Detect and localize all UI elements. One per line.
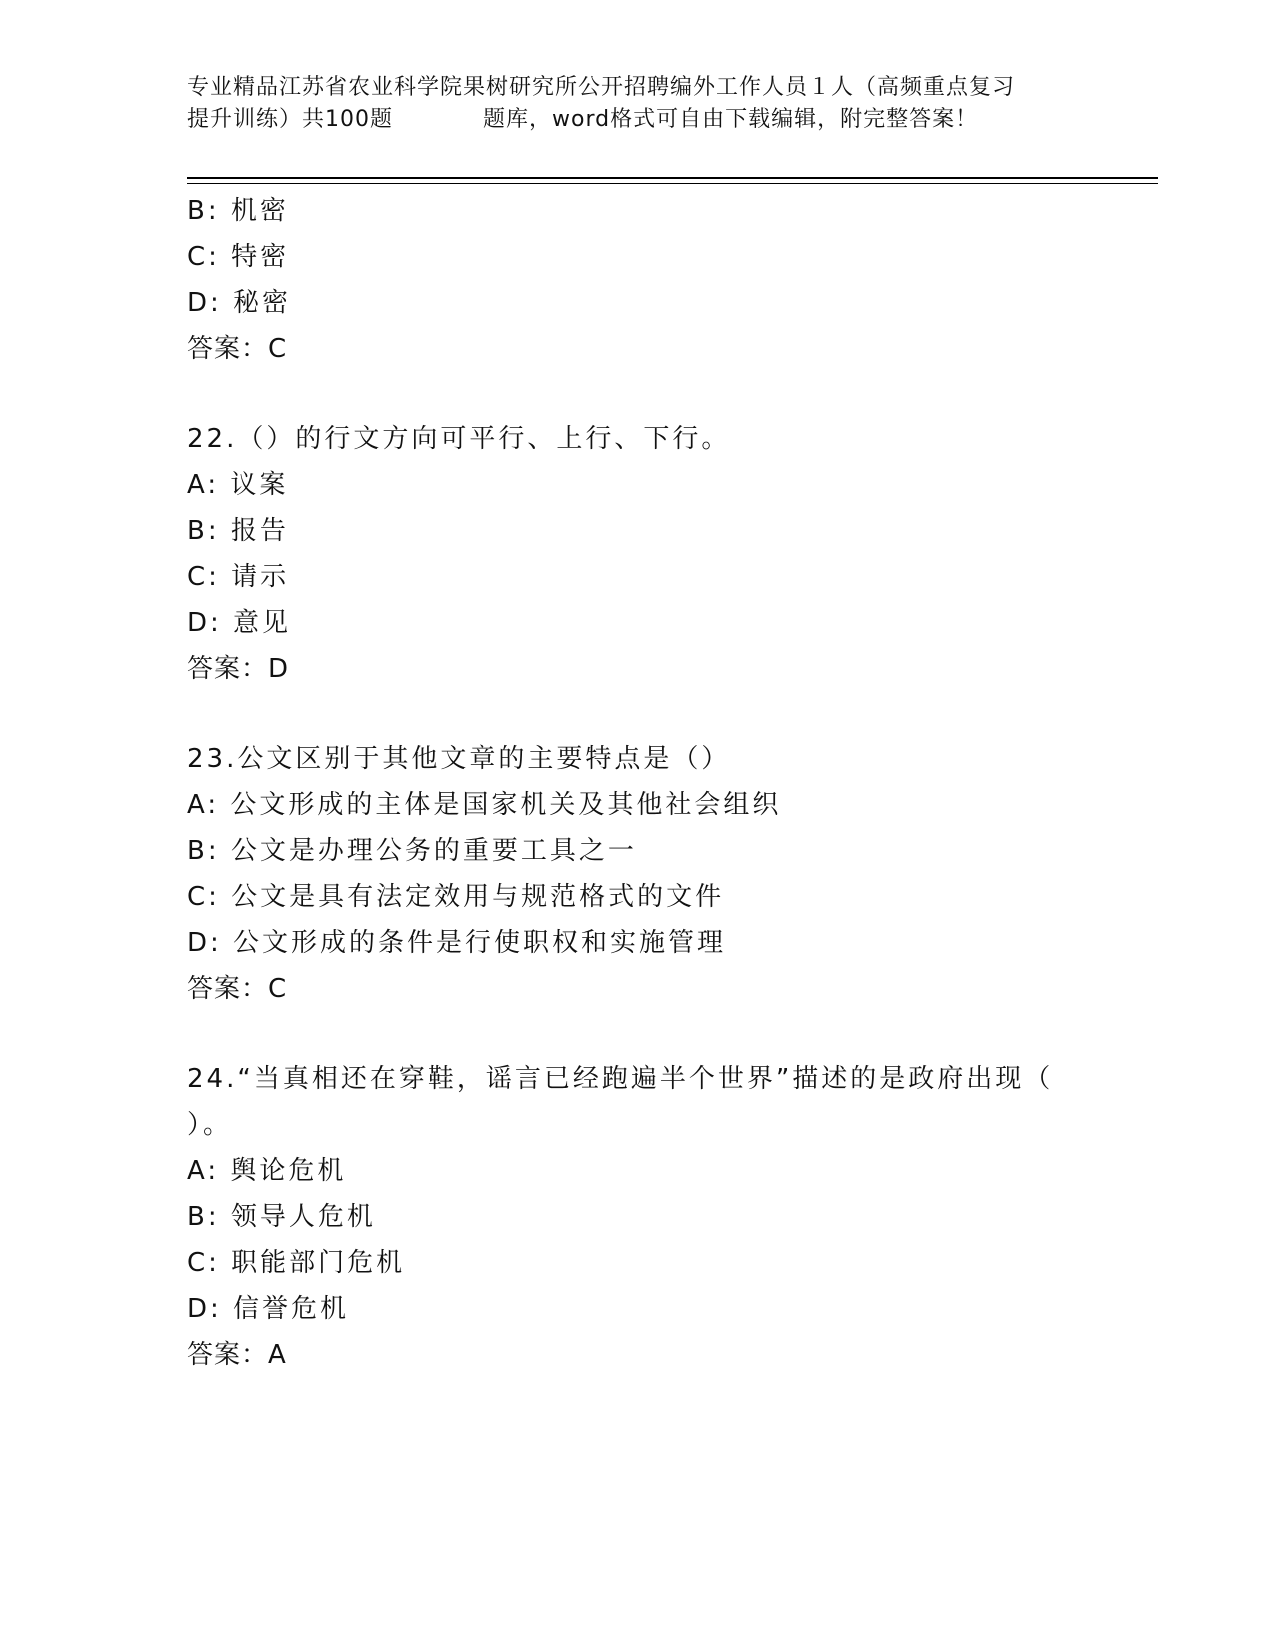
header-title-part-b: 题库，word格式可自由下载编辑，附完整答案！	[483, 107, 979, 132]
option-c: C: 请示	[187, 562, 290, 592]
header-rule-thick	[187, 177, 1158, 179]
question-text-line-1: 24.“当真相还在穿鞋，谣言已经跑遍半个世界”描述的是政府出现（	[187, 1064, 1054, 1094]
question-block-22	[187, 416, 1087, 692]
document-header	[187, 72, 1087, 136]
question-block-23	[187, 736, 1087, 1012]
option-a: A: 舆论危机	[187, 1156, 347, 1186]
option-a: A: 公文形成的主体是国家机关及其他社会组织	[187, 790, 782, 820]
option-c: C: 职能部门危机	[187, 1248, 406, 1278]
option-c: C: 特密	[187, 242, 290, 272]
question-text: 22.（）的行文方向可平行、上行、下行。	[187, 424, 731, 454]
option-b: B: 报告	[187, 516, 289, 546]
option-d: D: 意见	[187, 608, 292, 638]
option-b: B: 机密	[187, 196, 289, 226]
question-list	[187, 188, 1087, 1422]
header-title-line-2	[187, 104, 1087, 136]
answer-line: 答案：C	[187, 334, 288, 364]
header-rule-thin	[187, 183, 1158, 184]
answer-line: 答案：A	[187, 1340, 287, 1370]
question-block-21-partial	[187, 188, 1087, 372]
option-b: B: 领导人危机	[187, 1202, 376, 1232]
question-block-24	[187, 1056, 1087, 1378]
option-d: D: 信誉危机	[187, 1294, 350, 1324]
question-text-line-2: ）。	[187, 1110, 233, 1140]
option-d: D: 秘密	[187, 288, 292, 318]
answer-line: 答案：D	[187, 654, 290, 684]
option-a: A: 议案	[187, 470, 289, 500]
header-title-line-1: 专业精品江苏省农业科学院果树研究所公开招聘编外工作人员１人（高频重点复习	[187, 75, 1016, 100]
question-text: 23.公文区别于其他文章的主要特点是（）	[187, 744, 731, 774]
answer-line: 答案：C	[187, 974, 288, 1004]
option-c: C: 公文是具有法定效用与规范格式的文件	[187, 882, 725, 912]
option-d: D: 公文形成的条件是行使职权和实施管理	[187, 928, 727, 958]
option-b: B: 公文是办理公务的重要工具之一	[187, 836, 637, 866]
header-title-part-a: 提升训练）共100题	[187, 107, 393, 132]
